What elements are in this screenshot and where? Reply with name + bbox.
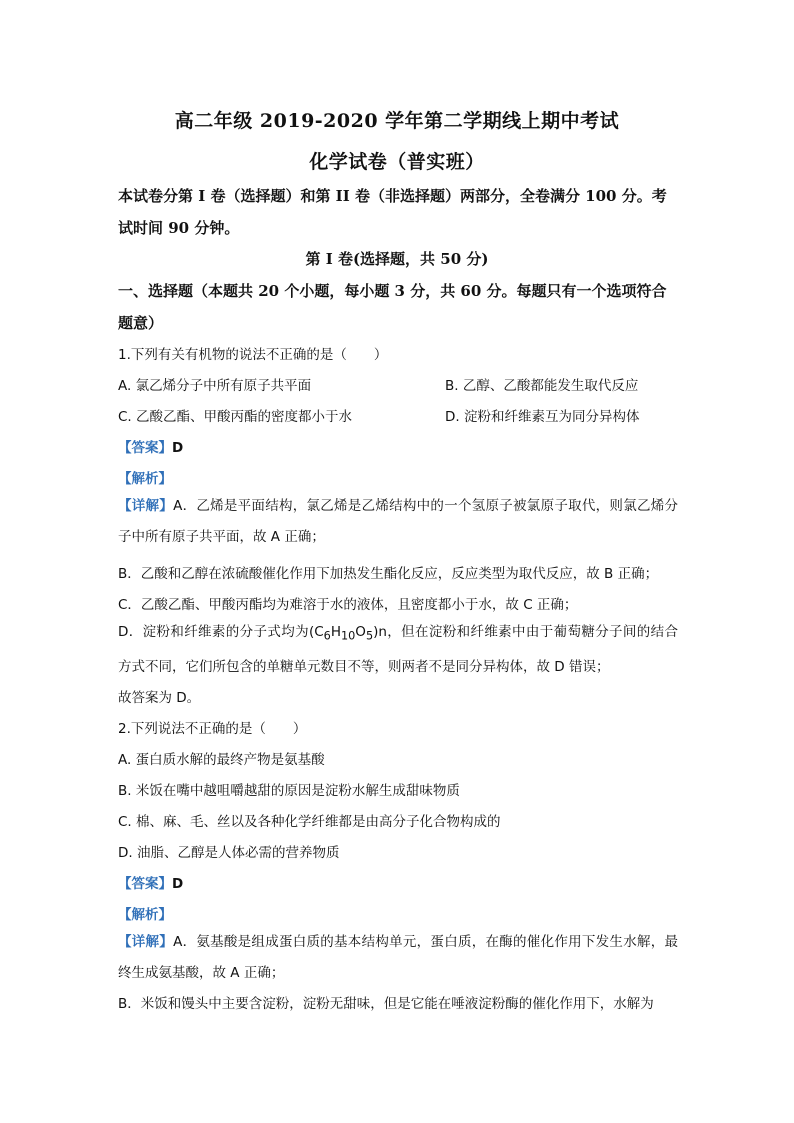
q2-detail-a-text: A．氨基酸是组成蛋白质的基本结构单元，蛋白质，在酶的催化作用下发生水解，最终生成氨基酸，故 A 正确； [118,934,679,981]
formula-o: O [355,624,366,640]
q2-stem: 2.下列说法不正确的是（ ） [118,721,307,737]
q1-detail-a-text: A．乙烯是平面结构，氯乙烯是乙烯结构中的一个氢原子被氯原子取代，则氯乙烯分子中所有原子共平面，故 A 正确； [118,498,679,545]
exam-intro: 本试卷分第 I 卷（选择题）和第 II 卷（非选择题）两部分，全卷满分 100 分。考试时间 90 分钟。 [118,187,667,237]
q1-option-c: C. 乙酸乙酯、甲酸丙酯的密度都小于水 [118,409,353,425]
exam-subtitle: 化学试卷（普实班） [309,151,485,173]
analysis-tag: 【解析】 [118,471,172,487]
q2-option-c: C. 棉、麻、毛、丝以及各种化学纤维都是由高分子化合物构成的 [118,814,501,830]
formula-sub-c: 6 [323,629,331,643]
answer-tag: 【答案】 [118,440,172,456]
formula-sub-h: 10 [340,629,356,643]
formula-sub-o: 5 [365,629,374,643]
q2-detail-b: B．米饭和馒头中主要含淀粉，淀粉无甜味，但是它能在唾液淀粉酶的催化作用下，水解为 [118,996,654,1012]
q1-analysis [118,467,172,487]
q2-option-a: A. 蛋白质水解的最终产物是氨基酸 [118,752,325,768]
detail-tag: 【详解】 [118,934,174,950]
section-heading: 第 I 卷(选择题，共 50 分) [305,250,489,268]
q1-detail-a [118,491,678,553]
q2-answer [118,872,183,892]
q1-stem: 1.下列有关有机物的说法不正确的是（ ） [118,347,388,363]
q1-option-d: D. 淀粉和纤维素互为同分异构体 [445,409,640,425]
q1-conclusion: 故答案为 D。 [118,690,201,706]
q1-detail-d [118,617,678,683]
answer-value: D [172,440,184,456]
formula-h: H [330,624,341,640]
q1-detail-b: B．乙酸和乙醇在浓硫酸催化作用下加热发生酯化反应，反应类型为取代反应，故 B 正确； [118,566,659,582]
exam-title: 高二年级 2019-2020 学年第二学期线上期中考试 [174,110,620,132]
answer-tag: 【答案】 [118,876,172,892]
q1-detail-c: C．乙酸乙酯、甲酸丙酯均为难溶于水的液体，且密度都小于水，故 C 正确； [118,597,578,613]
formula-prefix: D．淀粉和纤维素的分子式均为(C [118,624,324,640]
detail-tag: 【详解】 [118,498,174,514]
answer-value: D [172,876,184,892]
q1-option-b: B. 乙醇、乙酸都能发生取代反应 [445,378,639,394]
analysis-tag: 【解析】 [118,907,172,923]
section-instructions: 一、选择题（本题共 20 个小题，每小题 3 分，共 60 分。每题只有一个选项符合题意） [118,282,667,332]
formula-suffix: )n，但在淀粉和纤维素中由于葡萄糖分子间的结合方式不同，它们所包含的单糖单元数目不等，则两者不是同分异构体，故 D 错误； [118,624,678,675]
q2-analysis [118,903,172,923]
q2-option-d: D. 油脂、乙醇是人体必需的营养物质 [118,845,340,861]
q2-option-b: B. 米饭在嘴中越咀嚼越甜的原因是淀粉水解生成甜味物质 [118,783,460,799]
q1-answer [118,436,183,456]
q2-detail-a [118,927,678,989]
q1-option-a: A. 氯乙烯分子中所有原子共平面 [118,378,312,394]
